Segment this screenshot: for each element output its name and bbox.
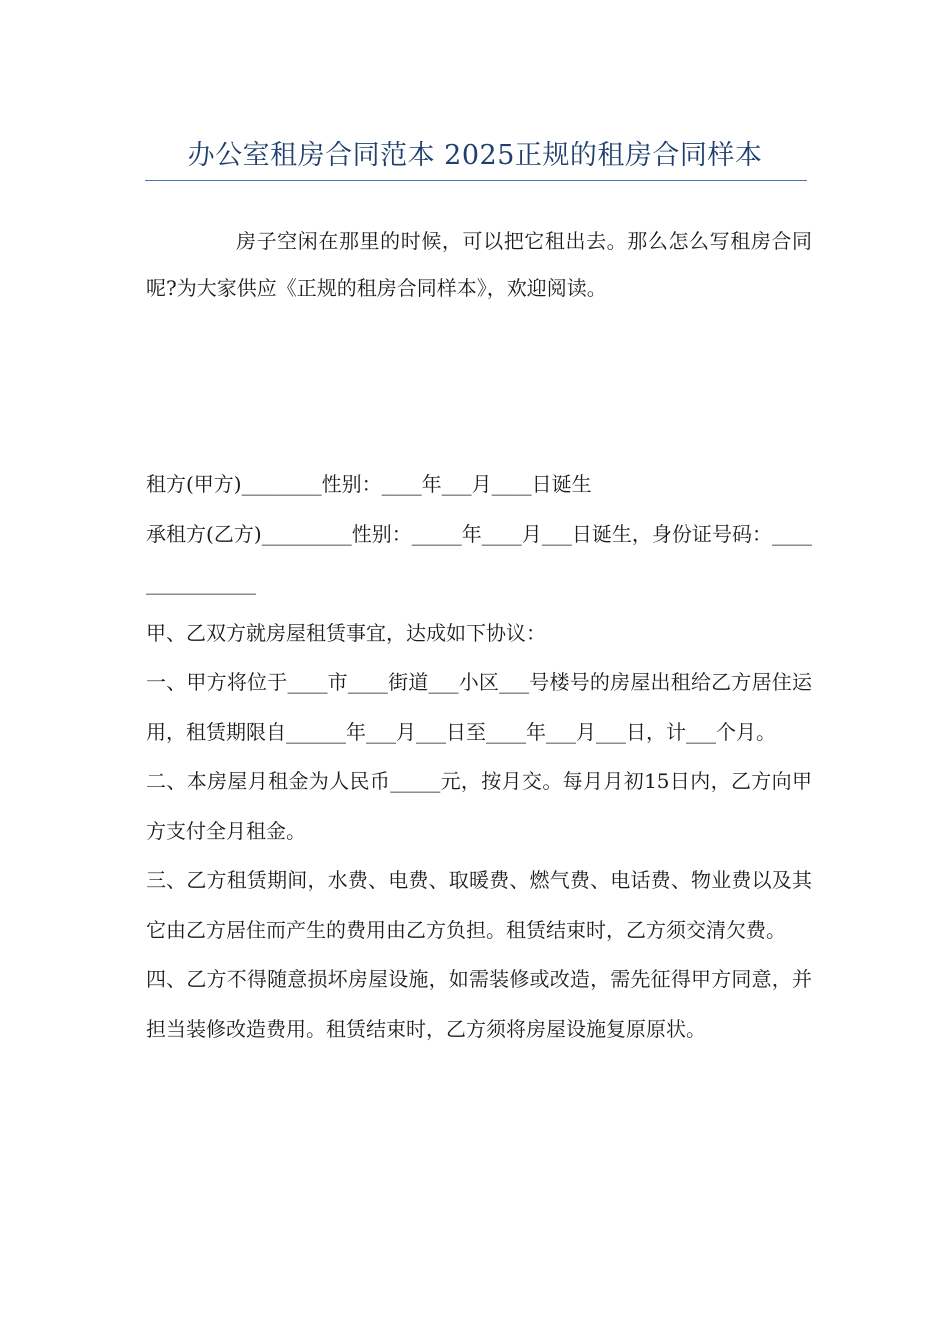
document-title: 办公室租房合同范本 2025正规的租房合同样本	[187, 140, 763, 171]
party-b-line: 承租方(乙方)_________性别：_____年____月___日诞生，身份证号码：_______________	[146, 521, 812, 595]
clause-2: 二、本房屋月租金为人民币_____元，按月交。每月月初15日内，乙方向甲方支付全月租金。	[146, 769, 812, 843]
title-underline	[145, 180, 807, 181]
clause-3: 三、乙方租赁期间，水费、电费、取暖费、燃气费、电话费、物业费以及其它由乙方居住而产生的费用由乙方负担。租赁结束时，乙方须交清欠费。	[146, 868, 812, 942]
party-a-line: 租方(甲方)________性别：____年___月____日诞生	[146, 472, 592, 496]
agreement-intro: 甲、乙双方就房屋租赁事宜，达成如下协议：	[146, 620, 546, 645]
clause-1: 一、甲方将位于____市____街道___小区___号楼号的房屋出租给乙方居住运用，租赁期限自______年___月___日至____年___月___日，计___个月。	[146, 670, 812, 744]
clause-4: 四、乙方不得随意损坏房屋设施，如需装修或改造，需先征得甲方同意，并担当装修改造费用。租赁结束时，乙方须将房屋设施复原原状。	[146, 967, 812, 1041]
contract-body	[146, 460, 812, 1054]
intro-paragraph: 房子空闲在那里的时候，可以把它租出去。那么怎么写租房合同呢?为大家供应《正规的租房合同样本》，欢迎阅读。	[146, 229, 812, 300]
